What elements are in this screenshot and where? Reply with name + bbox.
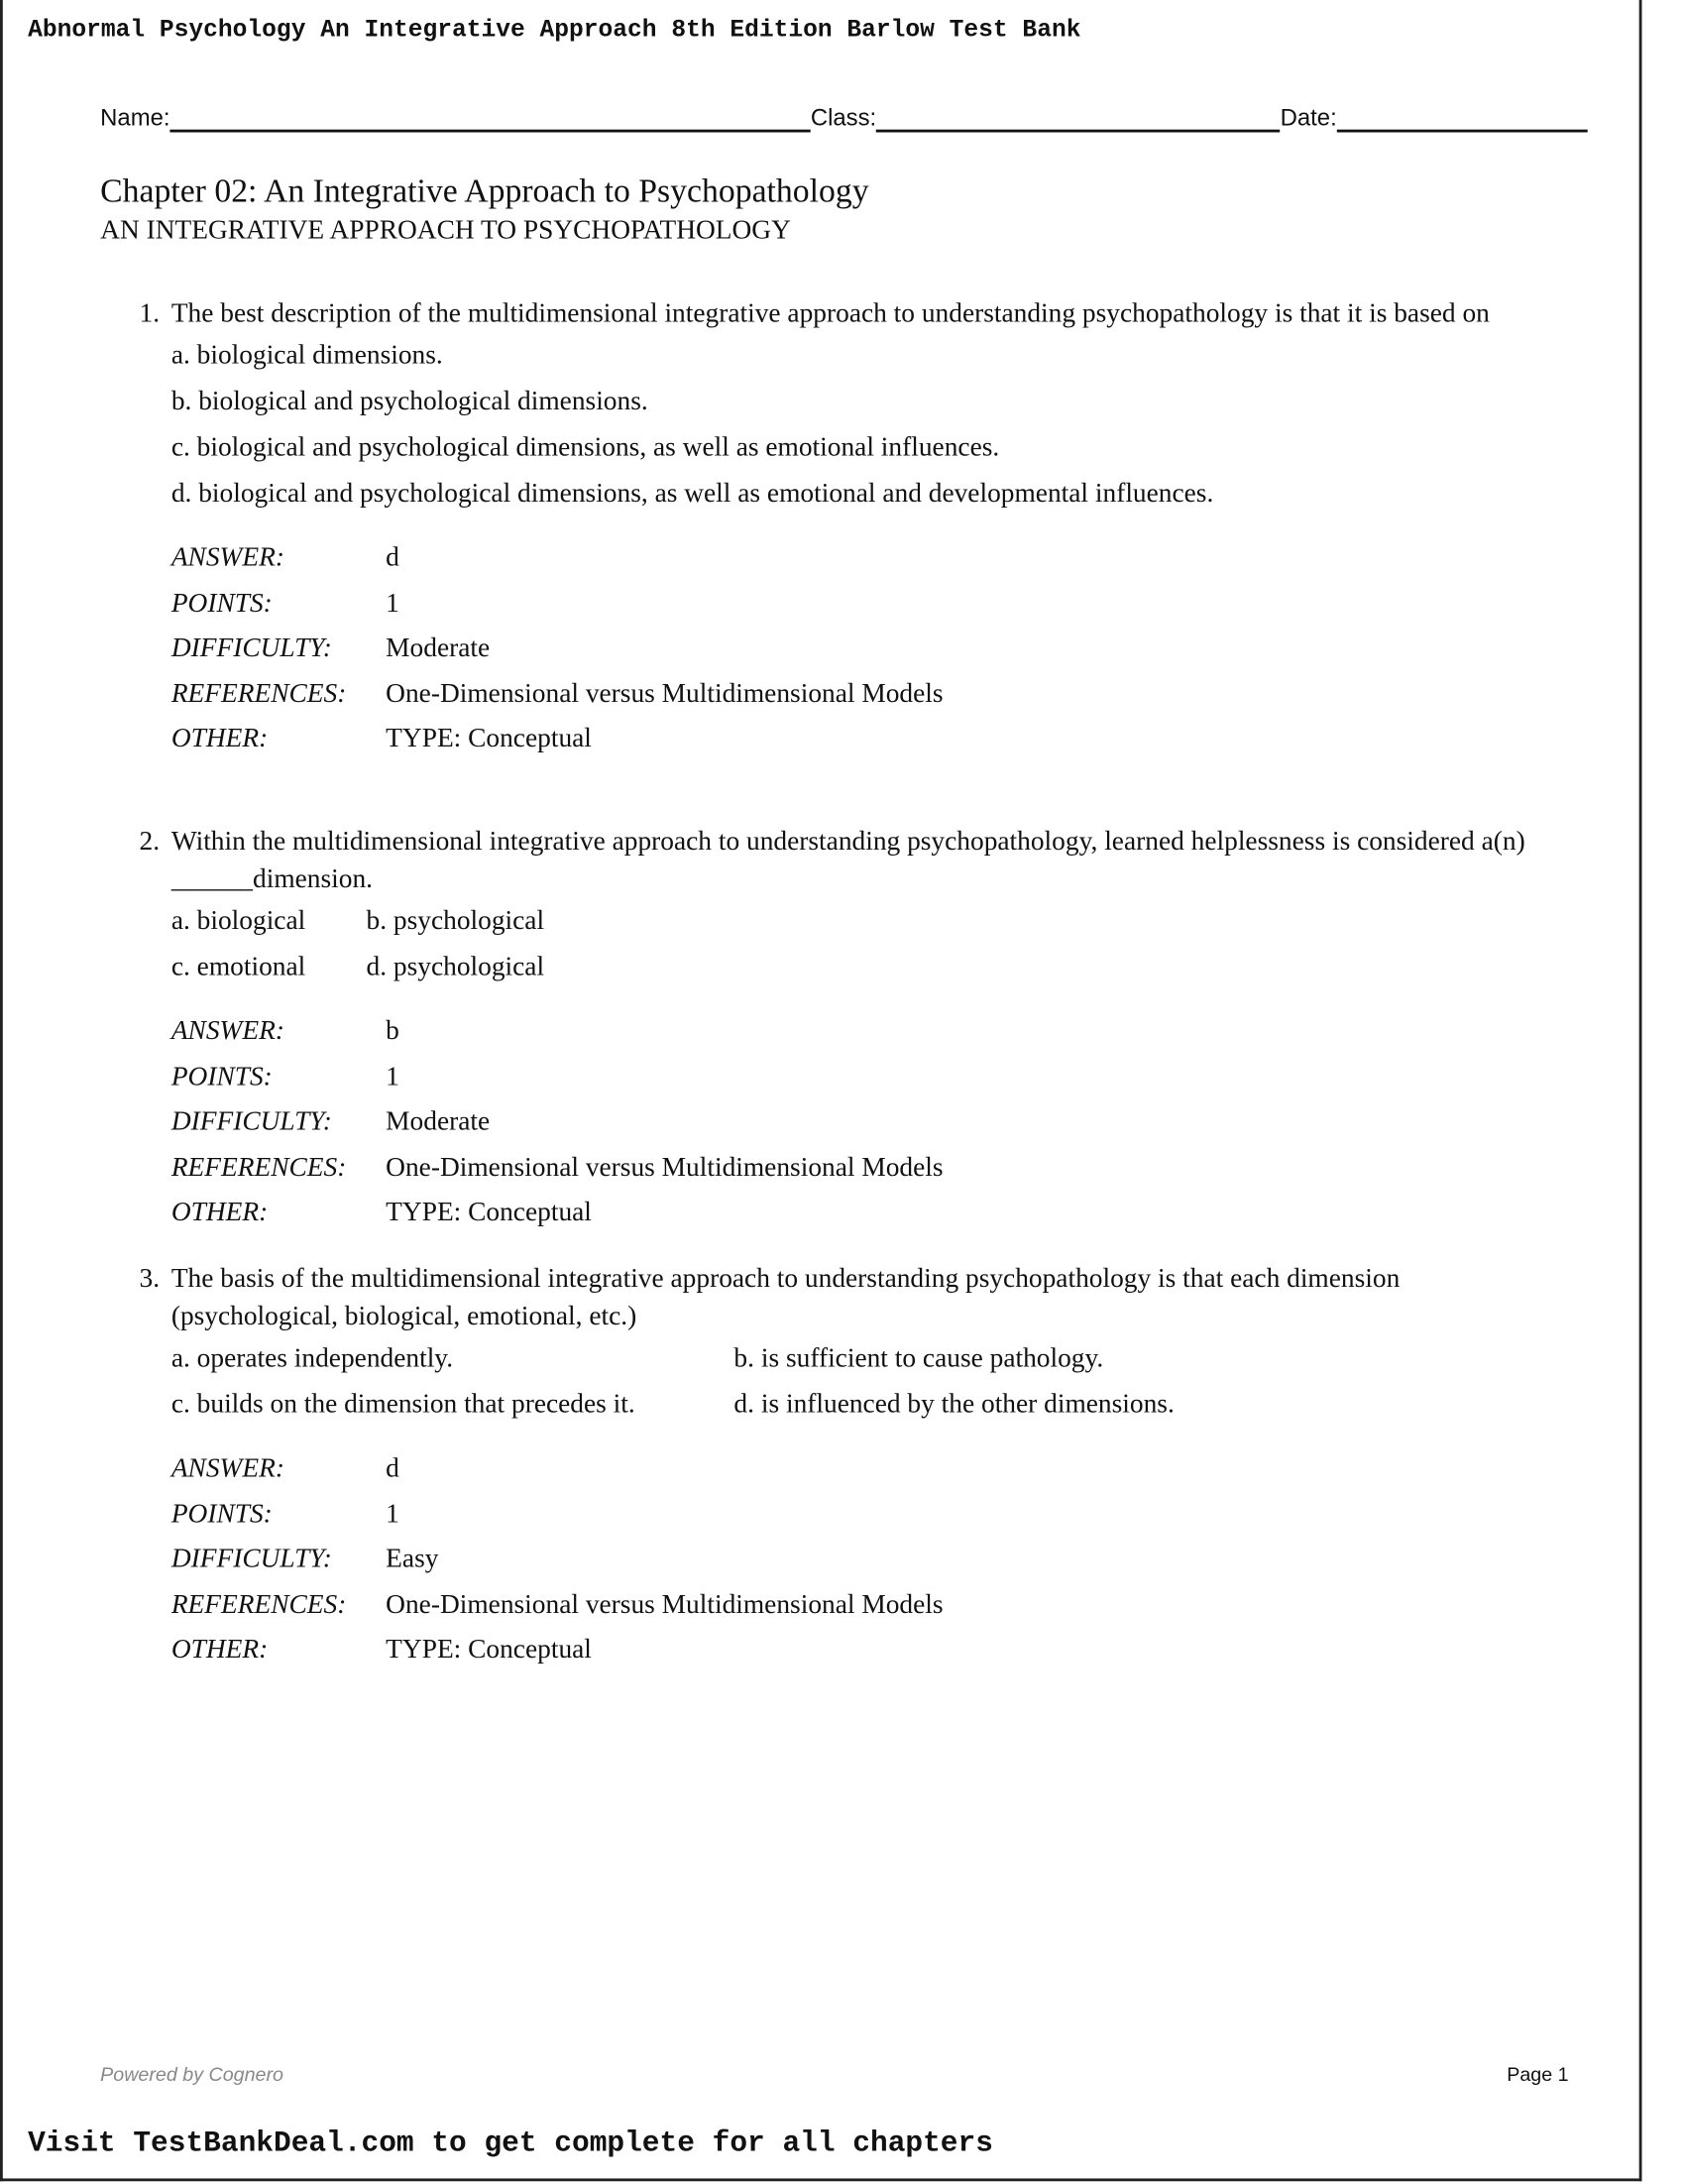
question-number: 3. — [139, 1264, 161, 1295]
difficulty-label: DIFFICULTY: — [170, 1107, 332, 1137]
options — [171, 333, 1532, 517]
question-text: The best description of the multidimensional integrative approach to understanding psychopathology is that it is based on — [170, 299, 1490, 329]
page-border-right — [1639, 0, 1642, 2181]
references-value: One-Dimensional versus Multidimensional Models — [386, 679, 944, 709]
chapter-title: Chapter 02: An Integrative Approach to Psychopathology — [100, 173, 869, 211]
references-label: REFERENCES: — [170, 1153, 347, 1183]
option-c: c. emotional — [170, 953, 306, 982]
promo-banner: Visit TestBankDeal.com to get complete for all chapters — [28, 2127, 993, 2161]
other-label: OTHER: — [170, 725, 269, 754]
question-1 — [140, 295, 1532, 763]
class-label: Class: — [810, 104, 877, 132]
option-b: b. psychological — [366, 906, 545, 937]
question-text: The basis of the multidimensional integrative approach to understanding psychopathology is that each dimension (psychological, biological, emotional, etc.) — [170, 1264, 1401, 1332]
other-value: TYPE: Conceptual — [386, 1635, 592, 1666]
question-3 — [140, 1261, 1532, 1674]
answer-value: b — [386, 1016, 399, 1047]
date-label: Date: — [1280, 104, 1337, 132]
page-border-left — [0, 0, 3, 2181]
name-field[interactable] — [170, 102, 811, 133]
page-number: Page 1 — [1507, 2062, 1569, 2086]
answer-label: ANSWER: — [170, 1016, 284, 1047]
option-b: b. is sufficient to cause pathology. — [733, 1343, 1104, 1374]
references-value: One-Dimensional versus Multidimensional Models — [386, 1153, 944, 1183]
date-field[interactable] — [1337, 102, 1588, 133]
points-label: POINTS: — [170, 588, 273, 619]
options — [171, 898, 1532, 990]
references-label: REFERENCES: — [170, 1590, 347, 1620]
answer-label: ANSWER: — [170, 1453, 284, 1484]
other-value: TYPE: Conceptual — [386, 725, 592, 754]
difficulty-value: Easy — [386, 1545, 439, 1574]
chapter-subtitle: AN INTEGRATIVE APPROACH TO PSYCHOPATHOLOGY — [100, 215, 791, 246]
class-field[interactable] — [876, 102, 1280, 133]
points-value: 1 — [386, 1499, 399, 1530]
powered-by-text: Powered by Cognero — [100, 2062, 283, 2086]
question-number: 1. — [139, 299, 161, 329]
points-label: POINTS: — [170, 1062, 273, 1092]
question-number: 2. — [139, 827, 161, 858]
student-info-row — [100, 102, 1588, 133]
references-value: One-Dimensional versus Multidimensional Models — [386, 1590, 944, 1620]
options — [171, 1335, 1532, 1428]
answer-value: d — [386, 1453, 399, 1484]
option-d: d. biological and psychological dimensions, as well as emotional and developmental influences. — [170, 479, 1214, 509]
option-a: a. operates independently. — [170, 1343, 454, 1374]
question-text: Within the multidimensional integrative approach to understanding psychopathology, learned helplessness is considered a(n) ______dimension. — [170, 827, 1525, 895]
option-d: d. psychological — [366, 953, 545, 982]
other-value: TYPE: Conceptual — [386, 1198, 592, 1228]
answer-label: ANSWER: — [170, 542, 284, 573]
question-2 — [140, 823, 1532, 1236]
points-value: 1 — [386, 588, 399, 619]
difficulty-label: DIFFICULTY: — [170, 1545, 332, 1574]
other-label: OTHER: — [170, 1198, 269, 1228]
option-b: b. biological and psychological dimensions. — [170, 387, 648, 417]
option-a: a. biological — [170, 906, 306, 937]
difficulty-label: DIFFICULTY: — [170, 633, 332, 664]
option-c: c. biological and psychological dimensions, as well as emotional influences. — [170, 432, 1000, 463]
difficulty-value: Moderate — [386, 633, 491, 664]
name-label: Name: — [100, 104, 170, 132]
answer-meta — [171, 1010, 1532, 1237]
points-value: 1 — [386, 1062, 399, 1092]
references-label: REFERENCES: — [170, 679, 347, 709]
other-label: OTHER: — [170, 1635, 269, 1666]
difficulty-value: Moderate — [386, 1107, 491, 1137]
option-c: c. builds on the dimension that precedes it. — [170, 1390, 635, 1420]
document-header: Abnormal Psychology An Integrative Approach 8th Edition Barlow Test Bank — [28, 16, 1081, 45]
points-label: POINTS: — [170, 1499, 273, 1530]
option-d: d. is influenced by the other dimensions. — [733, 1390, 1175, 1420]
answer-meta — [171, 1447, 1532, 1674]
option-a: a. biological dimensions. — [170, 341, 443, 371]
answer-meta — [171, 536, 1532, 763]
answer-value: d — [386, 542, 399, 573]
